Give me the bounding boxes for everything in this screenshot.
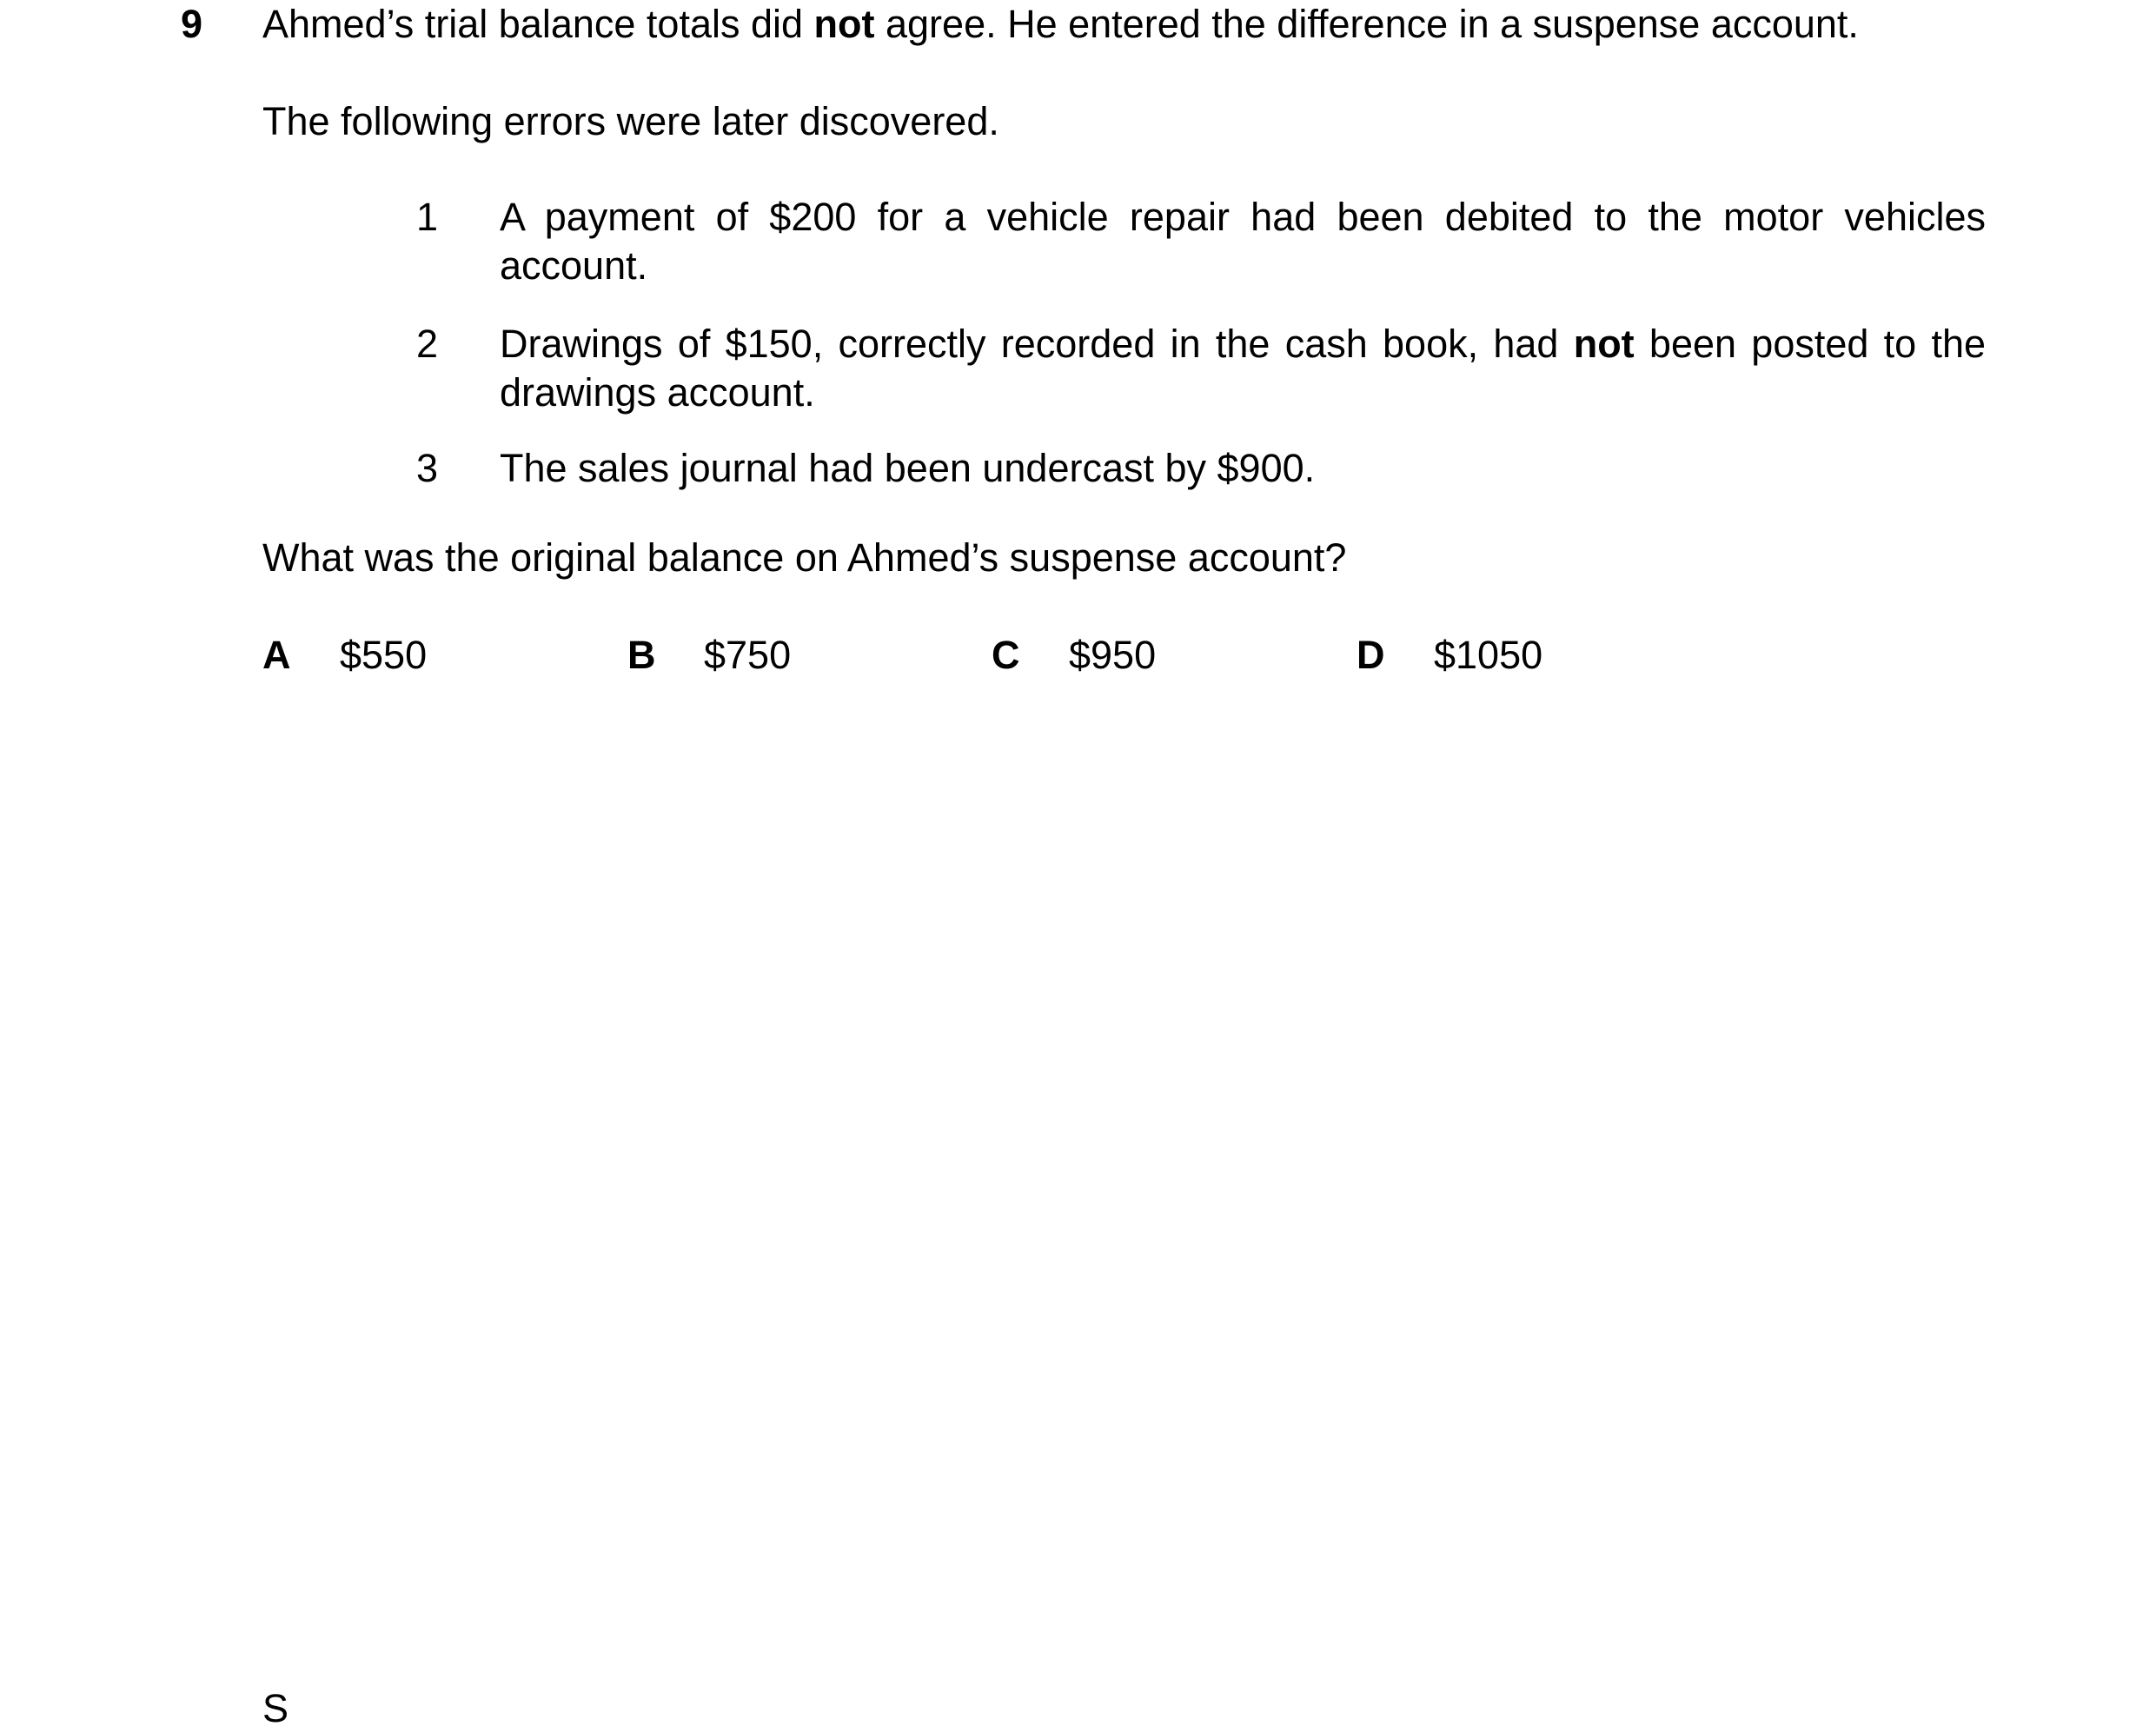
question-intro-emphasis: not [813, 2, 875, 46]
option-b-letter: B [627, 633, 656, 677]
error-item-number: 3 [416, 446, 439, 490]
error-item-text [500, 193, 1986, 290]
error-item-text-part1: The sales journal had been undercast by $900. [500, 446, 1316, 490]
error-item-text-part1: A payment of $200 for a vehicle repair had been debited to the motor vehicles account. [500, 195, 1986, 288]
error-item-number: 2 [416, 322, 439, 366]
option-c-value: $950 [1069, 633, 1157, 677]
question-intro-part2: agree. He entered the difference in a suspense account. [874, 2, 1859, 46]
question-prompt: What was the original balance on Ahmed’s suspense account? [262, 535, 1347, 580]
error-item-text [500, 320, 1986, 417]
error-item-text-part1: Drawings of $150, correctly recorded in the cash book, had [500, 322, 1574, 366]
question-intro-part1: Ahmed’s trial balance totals did [262, 2, 814, 46]
error-item-text-emphasis: not [1573, 322, 1635, 366]
option-a-value: $550 [340, 633, 428, 677]
option-c-letter: C [992, 633, 1020, 677]
question-intro [262, 0, 1859, 49]
option-a-letter: A [262, 633, 291, 677]
option-d-letter: D [1357, 633, 1385, 677]
option-d-value: $1050 [1434, 633, 1543, 677]
option-b-value: $750 [704, 633, 792, 677]
error-item-text [500, 444, 1986, 493]
error-item-number: 1 [416, 195, 439, 239]
question-lead: The following errors were later discovered. [262, 99, 999, 143]
next-question-partial-text: S [262, 1686, 289, 1730]
error-item-text-part2: been posted to the drawings account. [500, 322, 1987, 415]
question-number: 9 [181, 2, 203, 46]
